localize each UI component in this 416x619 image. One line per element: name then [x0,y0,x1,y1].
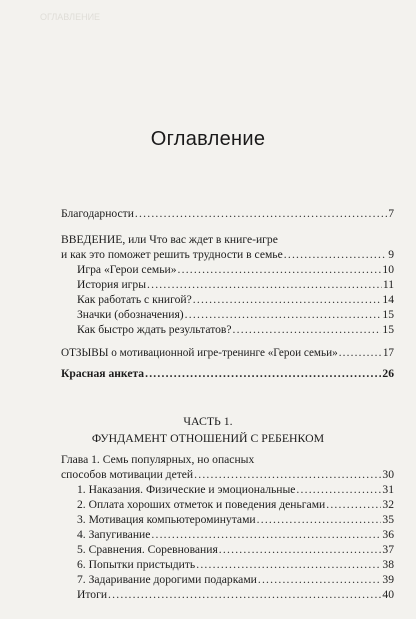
entry-page: 7 [388,207,394,220]
entry-label: Как работать с книгой? [77,293,192,306]
toc-subentry [77,542,394,557]
leader-dots [151,527,381,542]
toc-entry-acknowledgements [61,206,394,221]
entry-label: 5. Сравнения. Соревнования [77,543,218,556]
entry-label: и как это поможет решить трудности в семье [61,248,283,261]
toc-subentry [77,497,394,512]
leader-dots [196,557,381,572]
toc-entry-intro [61,247,394,262]
leader-dots [147,277,382,292]
entry-label: Итоги [77,588,108,601]
entry-page: 15 [382,323,394,336]
entry-page: 14 [382,293,394,306]
entry-label: 6. Попытки пристыдить [77,558,196,571]
entry-page: 9 [388,248,394,261]
entry-label: История игры [77,278,147,291]
toc-subentry [77,262,394,277]
entry-label: Значки (обозначения) [77,308,184,321]
leader-dots [178,262,382,277]
entry-label: 4. Запугивание [77,528,151,541]
toc-entry-red-form [61,366,394,381]
entry-page: 37 [382,543,394,556]
toc-subentry [77,277,394,292]
toc-subentry [77,587,394,602]
leader-dots [257,512,382,527]
entry-page: 39 [382,573,394,586]
toc-subentry [77,322,394,337]
entry-page: 38 [382,558,394,571]
toc-subentry [77,307,394,322]
entry-page: 40 [382,588,394,601]
toc-subentry [77,572,394,587]
entry-label: Красная анкета [61,367,145,380]
leader-dots [284,247,387,262]
toc-subentry [77,557,394,572]
toc-entry-reviews [61,346,394,361]
leader-dots [258,572,382,587]
leader-dots [108,587,381,602]
entry-page: 35 [382,513,394,526]
part-number: ЧАСТЬ 1. [183,414,233,428]
leader-dots [339,346,382,361]
entry-page: 30 [382,468,394,481]
entry-label: Как быстро ждать результатов? [77,323,232,336]
toc-subentry [77,482,394,497]
toc-subentry [77,292,394,307]
chapter-1-line1: Глава 1. Семь популярных, но опасных [61,453,255,466]
entry-page: 36 [382,528,394,541]
entry-page: 15 [382,308,394,321]
toc-title: Оглавление [150,128,266,150]
entry-page: 11 [382,278,394,291]
leader-dots [219,542,382,557]
entry-label: способов мотивации детей [61,468,194,481]
entry-label: 3. Мотивация компьютероминутами [77,513,256,526]
leader-dots [194,467,381,482]
entry-page: 32 [382,498,394,511]
leader-dots [326,497,381,512]
entry-page: 26 [382,367,394,380]
leader-dots [193,292,382,307]
entry-label: 1. Наказания. Физические и эмоциональные [77,483,296,496]
entry-label: Игра «Герои семьи» [77,263,177,276]
toc-subentry [77,512,394,527]
entry-page: 10 [382,263,394,276]
leader-dots [135,206,387,221]
toc-entry-chapter-1 [61,467,394,482]
entry-page: 17 [382,347,394,359]
entry-label: Благодарности [61,207,134,220]
toc-subentry [77,527,394,542]
part-title: ФУНДАМЕНТ ОТНОШЕНИЙ С РЕБЕНКОМ [91,431,325,445]
entry-label: 7. Задаривание дорогими подарками [77,573,257,586]
bleed-through-text: ОГЛАВЛЕНИЕ [40,12,101,22]
leader-dots [145,366,381,381]
entry-label: ОТЗЫВЫ о мотивационной игре-тренинге «Герои семьи» [61,347,338,359]
leader-dots [296,482,381,497]
leader-dots [233,322,382,337]
entry-label: 2. Оплата хороших отметок и поведения деньгами [77,498,326,511]
entry-page: 31 [382,483,394,496]
toc-entry-intro-line1: ВВЕДЕНИЕ, или Что вас ждет в книге-игре [61,233,278,246]
leader-dots [185,307,382,322]
